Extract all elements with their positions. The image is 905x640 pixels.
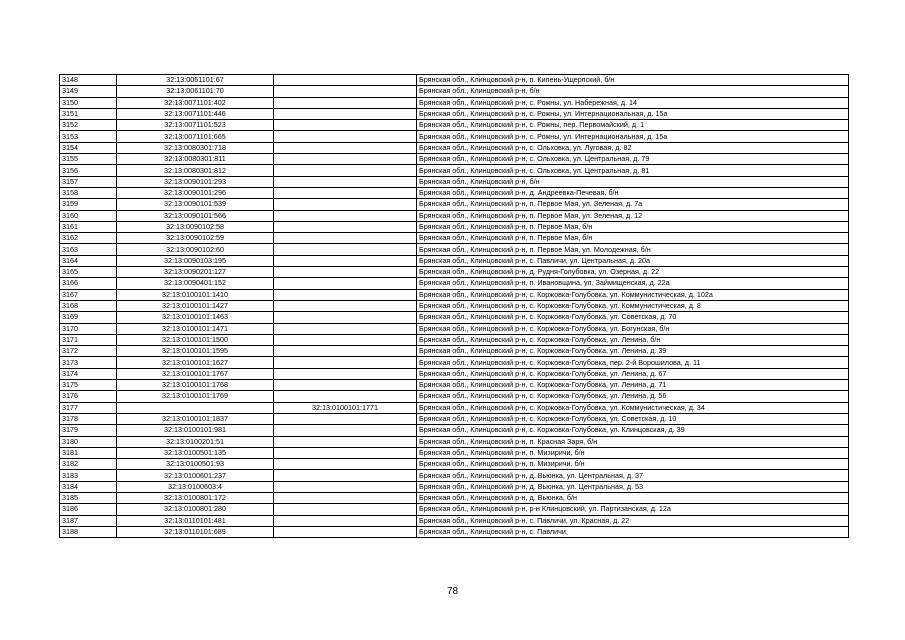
new-cadastral-number-cell (274, 368, 417, 379)
new-cadastral-number-cell (274, 97, 417, 108)
address-cell: Брянская обл., Клинцовский р-н, п. Первое Мая, ул. Зеленая, д. 7а (417, 199, 849, 210)
new-cadastral-number-cell (274, 380, 417, 391)
new-cadastral-number-cell (274, 312, 417, 323)
table-row (60, 312, 849, 323)
row-number-cell: 3170 (60, 323, 117, 334)
address-cell: Брянская обл., Клинцовский р-н, п. Кипень-Ущерпский, б/н (417, 75, 849, 86)
cadastral-number-cell: 32:13:0100101:1463 (117, 312, 274, 323)
cadastral-number-cell: 32:13:0061101:67 (117, 75, 274, 86)
row-number-cell: 3161 (60, 221, 117, 232)
cadastral-number-cell: 32:13:0100101:981 (117, 425, 274, 436)
table-row (60, 120, 849, 131)
address-cell: Брянская обл., Клинцовский р-н, п. Первое Мая, ул. Зеленая, д. 12 (417, 210, 849, 221)
table-row (60, 402, 849, 413)
new-cadastral-number-cell (274, 142, 417, 153)
row-number-cell: 3148 (60, 75, 117, 86)
cadastral-number-cell: 32:13:0080301:812 (117, 165, 274, 176)
cadastral-number-cell: 32:13:0100101:1427 (117, 300, 274, 311)
address-cell: Брянская обл., Клинцовский р-н, с. Коржовка-Голубовка, ул. Ленина, б/н (417, 334, 849, 345)
cadastral-number-cell: 32:13:0090101:296 (117, 187, 274, 198)
table-row (60, 323, 849, 334)
cadastral-number-cell (117, 402, 274, 413)
cadastral-number-cell: 32:13:0090102:59 (117, 233, 274, 244)
table-row (60, 75, 849, 86)
address-cell: Брянская обл., Клинцовский р-н, п. Мизиричи, б/н (417, 459, 849, 470)
address-cell: Брянская обл., Клинцовский р-н, с. Коржовка-Голубовка, ул. Ленина, д. 71 (417, 380, 849, 391)
row-number-cell: 3156 (60, 165, 117, 176)
address-cell: Брянская обл., Клинцовский р-н, с. Коржовка-Голубовка, ул. Ленина, д. 67 (417, 368, 849, 379)
cadastral-number-cell: 32:13:0071101:523 (117, 120, 274, 131)
new-cadastral-number-cell (274, 413, 417, 424)
cadastral-table (59, 74, 849, 538)
new-cadastral-number-cell (274, 199, 417, 210)
address-cell: Брянская обл., Клинцовский р-н, с. Ольховка, ул. Луговая, д. 82 (417, 142, 849, 153)
table-row (60, 289, 849, 300)
table-row (60, 199, 849, 210)
table-row (60, 108, 849, 119)
cadastral-number-cell: 32:13:0090201:127 (117, 267, 274, 278)
cadastral-number-cell: 32:13:0100101:1768 (117, 380, 274, 391)
cadastral-number-cell: 32:13:0071101:402 (117, 97, 274, 108)
cadastral-number-cell: 32:13:0100101:1595 (117, 346, 274, 357)
cadastral-number-cell: 32:13:0090101:566 (117, 210, 274, 221)
cadastral-number-cell: 32:13:0061101:70 (117, 86, 274, 97)
table-row (60, 481, 849, 492)
new-cadastral-number-cell (274, 391, 417, 402)
address-cell: Брянская обл., Клинцовский р-н, д. Рудня-Голубовка, ул. Озерная, д. 22 (417, 267, 849, 278)
row-number-cell: 3159 (60, 199, 117, 210)
new-cadastral-number-cell (274, 459, 417, 470)
row-number-cell: 3153 (60, 131, 117, 142)
row-number-cell: 3172 (60, 346, 117, 357)
row-number-cell: 3180 (60, 436, 117, 447)
table-row (60, 334, 849, 345)
address-cell: Брянская обл., Клинцовский р-н, с. Рожны, ул. Набережная, д. 14 (417, 97, 849, 108)
table-row (60, 526, 849, 537)
new-cadastral-number-cell (274, 176, 417, 187)
table-row (60, 300, 849, 311)
table-row (60, 278, 849, 289)
address-cell: Брянская обл., Клинцовский р-н, с. Коржовка-Голубовка, ул. Богунская, б/н (417, 323, 849, 334)
new-cadastral-number-cell (274, 255, 417, 266)
address-cell: Брянская обл., Клинцовский р-н, с. Рожны, ул. Интернациональная, д. 15а (417, 108, 849, 119)
new-cadastral-number-cell (274, 131, 417, 142)
table-row (60, 447, 849, 458)
row-number-cell: 3165 (60, 267, 117, 278)
row-number-cell: 3149 (60, 86, 117, 97)
table-row (60, 368, 849, 379)
table-row (60, 97, 849, 108)
table-row (60, 515, 849, 526)
row-number-cell: 3183 (60, 470, 117, 481)
row-number-cell: 3174 (60, 368, 117, 379)
table-row (60, 357, 849, 368)
table-row (60, 255, 849, 266)
row-number-cell: 3182 (60, 459, 117, 470)
new-cadastral-number-cell (274, 300, 417, 311)
address-cell: Брянская обл., Клинцовский р-н, с. Ольховка, ул. Центральная, д. 79 (417, 154, 849, 165)
address-cell: Брянская обл., Клинцовский р-н, п. Красная Заря, б/н (417, 436, 849, 447)
address-cell: Брянская обл., Клинцовский р-н, с. Павличи, ул. Красная, д. 22 (417, 515, 849, 526)
table-row (60, 142, 849, 153)
new-cadastral-number-cell (274, 187, 417, 198)
cadastral-number-cell: 32:13:0100201:51 (117, 436, 274, 447)
address-cell: Брянская обл., Клинцовский р-н, с. Рожны, пер. Первомайский, д. 1 (417, 120, 849, 131)
row-number-cell: 3168 (60, 300, 117, 311)
table-row (60, 244, 849, 255)
address-cell: Брянская обл., Клинцовский р-н, р-н Клинцовский, ул. Партизанская, д. 12а (417, 504, 849, 515)
cadastral-number-cell: 32:13:0100601:237 (117, 470, 274, 481)
table-row (60, 86, 849, 97)
cadastral-number-cell: 32:13:0100101:1767 (117, 368, 274, 379)
new-cadastral-number-cell (274, 165, 417, 176)
row-number-cell: 3155 (60, 154, 117, 165)
table-row (60, 176, 849, 187)
cadastral-table-body (60, 75, 849, 538)
row-number-cell: 3175 (60, 380, 117, 391)
table-row (60, 267, 849, 278)
address-cell: Брянская обл., Клинцовский р-н, д. Вьюнка, б/н (417, 492, 849, 503)
address-cell: Брянская обл., Клинцовский р-н, п. Первое Мая, б/н (417, 221, 849, 232)
table-row (60, 233, 849, 244)
row-number-cell: 3154 (60, 142, 117, 153)
row-number-cell: 3163 (60, 244, 117, 255)
table-row (60, 221, 849, 232)
row-number-cell: 3164 (60, 255, 117, 266)
cadastral-number-cell: 32:13:0100101:1837 (117, 413, 274, 424)
address-cell: Брянская обл., Клинцовский р-н, с. Коржовка-Голубовка, ул. Клинцовская, д. 39 (417, 425, 849, 436)
row-number-cell: 3158 (60, 187, 117, 198)
new-cadastral-number-cell (274, 470, 417, 481)
cadastral-number-cell: 32:13:0100101:1500 (117, 334, 274, 345)
address-cell: Брянская обл., Клинцовский р-н, с. Коржовка-Голубовка, ул. Коммунистическая, д. 34 (417, 402, 849, 413)
address-cell: Брянская обл., Клинцовский р-н, с. Рожны, ул. Интернациональная, д. 15а (417, 131, 849, 142)
table-row (60, 210, 849, 221)
table-row (60, 391, 849, 402)
new-cadastral-number-cell (274, 425, 417, 436)
row-number-cell: 3179 (60, 425, 117, 436)
address-cell: Брянская обл., Клинцовский р-н, б/н (417, 176, 849, 187)
new-cadastral-number-cell (274, 267, 417, 278)
new-cadastral-number-cell (274, 481, 417, 492)
cadastral-number-cell: 32:13:0110101:481 (117, 515, 274, 526)
cadastral-number-cell: 32:13:0100801:172 (117, 492, 274, 503)
address-cell: Брянская обл., Клинцовский р-н, с. Коржовка-Голубовка, ул. Коммунистическая, д. 8 (417, 300, 849, 311)
table-row (60, 459, 849, 470)
row-number-cell: 3171 (60, 334, 117, 345)
cadastral-number-cell: 32:13:0100603:4 (117, 481, 274, 492)
address-cell: Брянская обл., Клинцовский р-н, б/н (417, 86, 849, 97)
address-cell: Брянская обл., Клинцовский р-н, п. Ивановщина, ул. Займищенская, д. 22а (417, 278, 849, 289)
new-cadastral-number-cell (274, 75, 417, 86)
address-cell: Брянская обл., Клинцовский р-н, д. Андреевка-Печевая, б/н (417, 187, 849, 198)
address-cell: Брянская обл., Клинцовский р-н, д. Вьюнка, ул. Центральная, д. 37 (417, 470, 849, 481)
cadastral-number-cell: 32:13:0090103:195 (117, 255, 274, 266)
address-cell: Брянская обл., Клинцовский р-н, п. Мизиричи, б/н (417, 447, 849, 458)
new-cadastral-number-cell (274, 323, 417, 334)
address-cell: Брянская обл., Клинцовский р-н, с. Ольховка, ул. Центральная, д. 81 (417, 165, 849, 176)
address-cell: Брянская обл., Клинцовский р-н, с. Коржовка-Голубовка, ул. Коммунистическая, д. 102а (417, 289, 849, 300)
table-row (60, 346, 849, 357)
new-cadastral-number-cell (274, 233, 417, 244)
row-number-cell: 3178 (60, 413, 117, 424)
address-cell: Брянская обл., Клинцовский р-н, с. Коржовка-Голубовка, ул. Ленина, д. 56 (417, 391, 849, 402)
new-cadastral-number-cell (274, 346, 417, 357)
new-cadastral-number-cell (274, 221, 417, 232)
address-cell: Брянская обл., Клинцовский р-н, с. Коржовка-Голубовка, ул. Ленина, д. 39 (417, 346, 849, 357)
cadastral-number-cell: 32:13:0080301:811 (117, 154, 274, 165)
row-number-cell: 3187 (60, 515, 117, 526)
row-number-cell: 3169 (60, 312, 117, 323)
new-cadastral-number-cell (274, 492, 417, 503)
table-row (60, 187, 849, 198)
row-number-cell: 3157 (60, 176, 117, 187)
page-number: 78 (446, 586, 459, 597)
new-cadastral-number-cell (274, 526, 417, 537)
address-cell: Брянская обл., Клинцовский р-н, д. Вьюнка, ул. Центральная, д. 53 (417, 481, 849, 492)
address-cell: Брянская обл., Клинцовский р-н, с. Коржовка-Голубовка, пер. 2-й Ворошилова, д. 11 (417, 357, 849, 368)
row-number-cell: 3162 (60, 233, 117, 244)
table-row (60, 413, 849, 424)
address-cell: Брянская обл., Клинцовский р-н, п. Первое Мая, б/н (417, 233, 849, 244)
cadastral-number-cell: 32:13:0110101:689 (117, 526, 274, 537)
cadastral-number-cell: 32:13:0090102:60 (117, 244, 274, 255)
address-cell: Брянская обл., Клинцовский р-н, с. Коржовка-Голубовка, ул. Советская, д. 70 (417, 312, 849, 323)
address-cell: Брянская обл., Клинцовский р-н, с. Павличи, (417, 526, 849, 537)
new-cadastral-number-cell (274, 210, 417, 221)
cadastral-number-cell: 32:13:0090102:58 (117, 221, 274, 232)
cadastral-number-cell: 32:13:0100101:1627 (117, 357, 274, 368)
cadastral-number-cell: 32:13:0100501:93 (117, 459, 274, 470)
row-number-cell: 3184 (60, 481, 117, 492)
cadastral-number-cell: 32:13:0090401:152 (117, 278, 274, 289)
new-cadastral-number-cell (274, 436, 417, 447)
cadastral-number-cell: 32:13:0071101:446 (117, 108, 274, 119)
cadastral-number-cell: 32:13:0071101:665 (117, 131, 274, 142)
row-number-cell: 3176 (60, 391, 117, 402)
new-cadastral-number-cell (274, 120, 417, 131)
new-cadastral-number-cell (274, 278, 417, 289)
table-row (60, 380, 849, 391)
row-number-cell: 3186 (60, 504, 117, 515)
row-number-cell: 3150 (60, 97, 117, 108)
cadastral-number-cell: 32:13:0090101:293 (117, 176, 274, 187)
new-cadastral-number-cell (274, 515, 417, 526)
new-cadastral-number-cell: 32:13:0100101:1771 (274, 402, 417, 413)
new-cadastral-number-cell (274, 108, 417, 119)
address-cell: Брянская обл., Клинцовский р-н, с. Коржовка-Голубовка, ул. Советская, д. 10 (417, 413, 849, 424)
new-cadastral-number-cell (274, 504, 417, 515)
new-cadastral-number-cell (274, 447, 417, 458)
table-row (60, 470, 849, 481)
row-number-cell: 3173 (60, 357, 117, 368)
row-number-cell: 3167 (60, 289, 117, 300)
row-number-cell: 3152 (60, 120, 117, 131)
row-number-cell: 3151 (60, 108, 117, 119)
row-number-cell: 3160 (60, 210, 117, 221)
table-row (60, 504, 849, 515)
new-cadastral-number-cell (274, 334, 417, 345)
row-number-cell: 3181 (60, 447, 117, 458)
new-cadastral-number-cell (274, 289, 417, 300)
table-row (60, 492, 849, 503)
new-cadastral-number-cell (274, 244, 417, 255)
address-cell: Брянская обл., Клинцовский р-н, п. Первое Мая, ул. Молодежная, б/н (417, 244, 849, 255)
new-cadastral-number-cell (274, 357, 417, 368)
cadastral-number-cell: 32:13:0080301:718 (117, 142, 274, 153)
table-row (60, 425, 849, 436)
new-cadastral-number-cell (274, 154, 417, 165)
cadastral-number-cell: 32:13:0100101:1769 (117, 391, 274, 402)
row-number-cell: 3177 (60, 402, 117, 413)
table-row (60, 165, 849, 176)
cadastral-number-cell: 32:13:0100501:135 (117, 447, 274, 458)
table-row (60, 131, 849, 142)
table-row (60, 436, 849, 447)
cadastral-number-cell: 32:13:0100801:280 (117, 504, 274, 515)
cadastral-number-cell: 32:13:0100101:1471 (117, 323, 274, 334)
cadastral-number-cell: 32:13:0090101:539 (117, 199, 274, 210)
address-cell: Брянская обл., Клинцовский р-н, с. Павличи, ул. Центральная, д. 20а (417, 255, 849, 266)
cadastral-number-cell: 32:13:0100101:1410 (117, 289, 274, 300)
table-row (60, 154, 849, 165)
row-number-cell: 3166 (60, 278, 117, 289)
row-number-cell: 3188 (60, 526, 117, 537)
row-number-cell: 3185 (60, 492, 117, 503)
new-cadastral-number-cell (274, 86, 417, 97)
